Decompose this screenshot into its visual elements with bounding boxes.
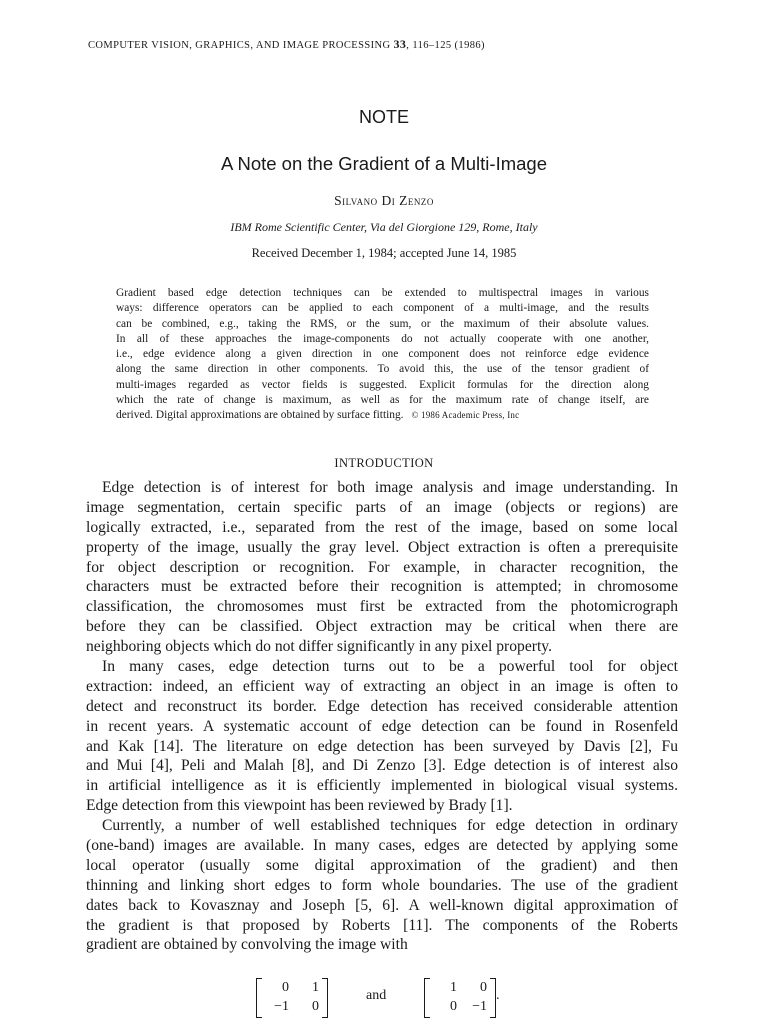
body-line: the gradient is that proposed by Roberts [11]. The components of the Roberts [86, 916, 678, 934]
body-line: thinning and linking short edges to form whole boundaries. The use of the gradient [86, 876, 678, 894]
body-line: In many cases, edge detection turns out to be a powerful tool for object [102, 658, 678, 676]
running-head [88, 37, 485, 52]
abstract-line: multi-images regarded as vector fields is suggested. Explicit formulas for the direction along [116, 378, 649, 391]
abstract-line: along the same direction in other components. To avoid this, the use of the tensor gradient of [116, 363, 649, 376]
equation-terminator: . [496, 988, 500, 1003]
abstract-line: can be combined, e.g., taking the RMS, or the sum, or the maximum of their absolute values. [116, 317, 649, 330]
abstract-line: which the rate of change is maximum, as well as for the maximum rate of change itself, are [116, 394, 649, 407]
matrix-row [257, 978, 327, 997]
body-line: (one-band) images are available. In many cases, edges are detected by applying some [86, 837, 678, 855]
matrix-cell: −1 [472, 999, 487, 1014]
abstract-line: derived. Digital approximations are obtained by surface fitting. [116, 409, 404, 422]
abstract-line: i.e., edge evidence along a given direction in one component does not reinforce edge evidence [116, 348, 649, 361]
matrix-row [425, 978, 495, 997]
copyright-notice: © 1986 Academic Press, Inc [411, 410, 520, 421]
journal-pages-year: , 116–125 (1986) [406, 40, 485, 51]
body-line: classification, the chromosomes must first be extracted from the photomicrograph [86, 598, 678, 616]
received-dates: Received December 1, 1984; accepted June 14, 1985 [251, 246, 517, 260]
body-line: and Mui [4], Peli and Malah [8], and Di Zenzo [3]. Edge detection is of interest also [86, 757, 678, 775]
body-line: gradient are obtained by convolving the image with [86, 936, 408, 954]
matrix-cell: 1 [450, 980, 457, 995]
body-line: detect and reconstruct its border. Edge detection has received considerable attention [86, 697, 678, 715]
body-line: dates back to Kovasznay and Joseph [5, 6]. A well-known digital approximation of [86, 896, 678, 914]
abstract-line: ways: difference operators can be applied to each component of a multi-image, and the results [116, 302, 649, 315]
matrix-right [424, 978, 496, 1018]
author-affiliation: IBM Rome Scientific Center, Via del Giorgione 129, Rome, Italy [230, 220, 538, 234]
author-name: Silvano Di Zenzo [334, 193, 434, 208]
matrix-cell: 0 [480, 980, 487, 995]
journal-name: COMPUTER VISION, GRAPHICS, AND IMAGE PROCESSING [88, 40, 391, 51]
body-line: and Kak [14]. The literature on edge detection has been surveyed by Davis [2], Fu [86, 737, 678, 755]
body-line: in recent years. A systematic account of edge detection can be found in Rosenfeld [86, 717, 678, 735]
abstract-last-line [116, 408, 649, 423]
abstract-line: Gradient based edge detection techniques can be extended to multispectral images in various [116, 287, 649, 299]
matrix-left [256, 978, 328, 1018]
body-line: Edge detection is of interest for both image analysis and image understanding. In [102, 479, 678, 496]
matrix-cell: 0 [450, 999, 457, 1014]
matrix-cell: −1 [274, 999, 289, 1014]
body-line: Edge detection from this viewpoint has been reviewed by Brady [1]. [86, 797, 513, 815]
matrix-cell: 0 [312, 999, 319, 1014]
body-line: logically extracted, i.e., separated from the rest of the image, based on some local [86, 518, 678, 536]
matrix-row [257, 997, 327, 1016]
body-line: extraction: indeed, an efficient way of extracting an object in an image is often to [86, 677, 678, 695]
body-line: characters must be extracted before their recognition is attempted; in chromosome [86, 578, 678, 596]
matrix-cell: 1 [312, 980, 319, 995]
body-line: Currently, a number of well established techniques for edge detection in ordinary [102, 817, 678, 835]
matrix-cell: 0 [282, 980, 289, 995]
abstract-line: In all of these approaches the image-components do not actually cooperate with one another, [116, 332, 649, 345]
body-text [86, 478, 678, 955]
body-line: neighboring objects which do not differ significantly in any pixel property. [86, 638, 552, 656]
body-line: in artificial intelligence as it is efficiently implemented in biological visual systems. [86, 777, 678, 795]
matrix-row [425, 997, 495, 1016]
roberts-kernels-equation [256, 978, 516, 1020]
body-line: for object description or recognition. For example, in character recognition, the [86, 558, 678, 576]
equation-conjunction: and [366, 988, 387, 1003]
abstract [116, 286, 649, 424]
body-line: image segmentation, certain specific parts of an image (objects or regions) are [86, 498, 678, 516]
body-line: before they can be classified. Object extraction may be critical when there are [86, 618, 678, 636]
paper-title: A Note on the Gradient of a Multi-Image [221, 153, 547, 174]
section-heading-introduction: INTRODUCTION [334, 456, 434, 470]
note-label: NOTE [358, 107, 409, 127]
body-line: property of the image, usually the gray level. Object extraction is often a prerequisite [86, 538, 678, 556]
journal-volume: 33 [393, 37, 407, 51]
body-line: local operator (usually some digital approximation of the gradient) and then [86, 856, 678, 874]
